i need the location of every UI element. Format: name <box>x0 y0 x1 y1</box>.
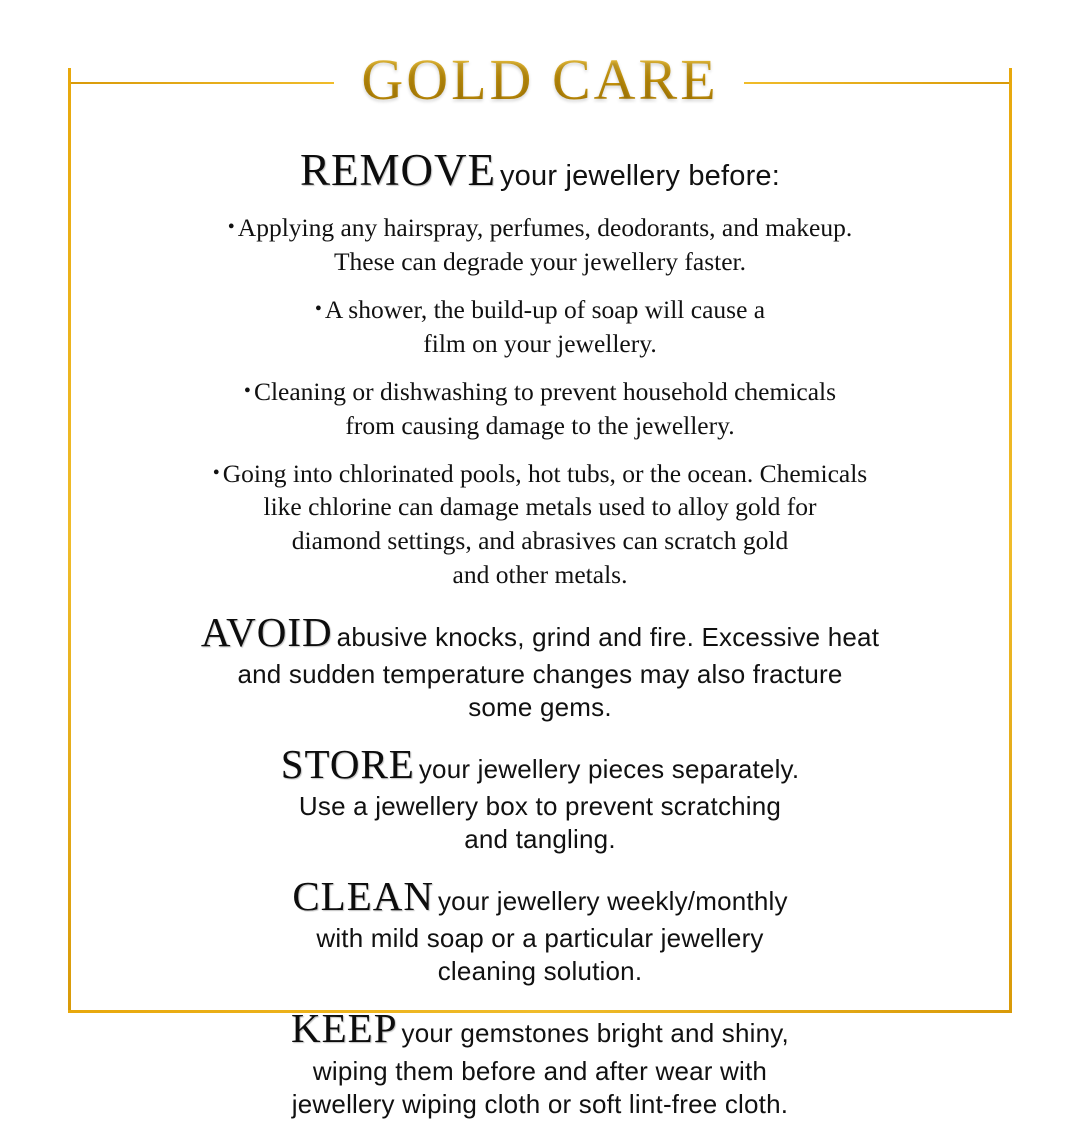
avoid-line-3: some gems. <box>468 692 612 723</box>
bullet-line: like chlorine can damage metals used to alloy gold for <box>263 492 817 522</box>
avoid-keyword: AVOID <box>200 609 333 656</box>
clean-line-2: with mild soap or a particular jewellery <box>316 923 764 954</box>
bullet-icon: • <box>227 216 235 239</box>
remove-heading-rest: your jewellery before: <box>499 160 781 192</box>
keep-keyword: KEEP <box>291 1005 398 1052</box>
avoid-line-2: and sudden temperature changes may also fracture <box>237 659 843 690</box>
keep-line-3: jewellery wiping cloth or soft lint-free cloth. <box>291 1088 789 1119</box>
bullet-line: diamond settings, and abrasives can scratch gold <box>291 526 789 556</box>
avoid-line-1: abusive knocks, grind and fire. Excessive heat <box>336 622 880 653</box>
clean-keyword: CLEAN <box>292 873 434 920</box>
bullet-line: from causing damage to the jewellery. <box>345 410 735 440</box>
bullet-line: Applying any hairspray, perfumes, deodorants, and makeup. <box>237 213 853 243</box>
keep-line-2: wiping them before and after wear with <box>312 1055 768 1086</box>
section-clean <box>90 870 990 988</box>
remove-keyword: REMOVE <box>299 145 496 195</box>
bullet-icon: • <box>314 297 322 320</box>
bullet-line: film on your jewellery. <box>423 328 657 358</box>
frame-left-rule <box>68 68 71 1013</box>
section-store <box>90 738 990 856</box>
bullet-icon: • <box>243 379 251 402</box>
page-title: GOLD CARE <box>0 48 1080 112</box>
list-item <box>90 211 990 279</box>
list-item <box>90 293 990 361</box>
bullet-line: A shower, the build-up of soap will cause a <box>324 294 766 324</box>
bullet-line: Cleaning or dishwashing to prevent household chemicals <box>253 376 837 406</box>
list-item <box>90 375 990 443</box>
bullet-icon: • <box>212 461 220 484</box>
bullet-line: Going into chlorinated pools, hot tubs, or the ocean. Chemicals <box>222 458 868 488</box>
remove-heading <box>90 144 990 197</box>
section-avoid <box>90 606 990 724</box>
clean-line-3: cleaning solution. <box>437 956 643 987</box>
section-keep <box>90 1002 990 1120</box>
list-item <box>90 457 990 593</box>
care-instructions <box>90 140 990 1121</box>
clean-line-1: your jewellery weekly/monthly <box>437 886 788 917</box>
store-line-1: your jewellery pieces separately. <box>418 754 800 785</box>
bullet-line: These can degrade your jewellery faster. <box>333 247 747 276</box>
frame-right-rule <box>1009 68 1012 1013</box>
store-line-2: Use a jewellery box to prevent scratching <box>298 791 782 822</box>
store-keyword: STORE <box>280 741 415 788</box>
store-line-3: and tangling. <box>464 824 616 855</box>
bullet-line: and other metals. <box>452 560 628 590</box>
keep-line-1: your gemstones bright and shiny, <box>401 1018 789 1049</box>
